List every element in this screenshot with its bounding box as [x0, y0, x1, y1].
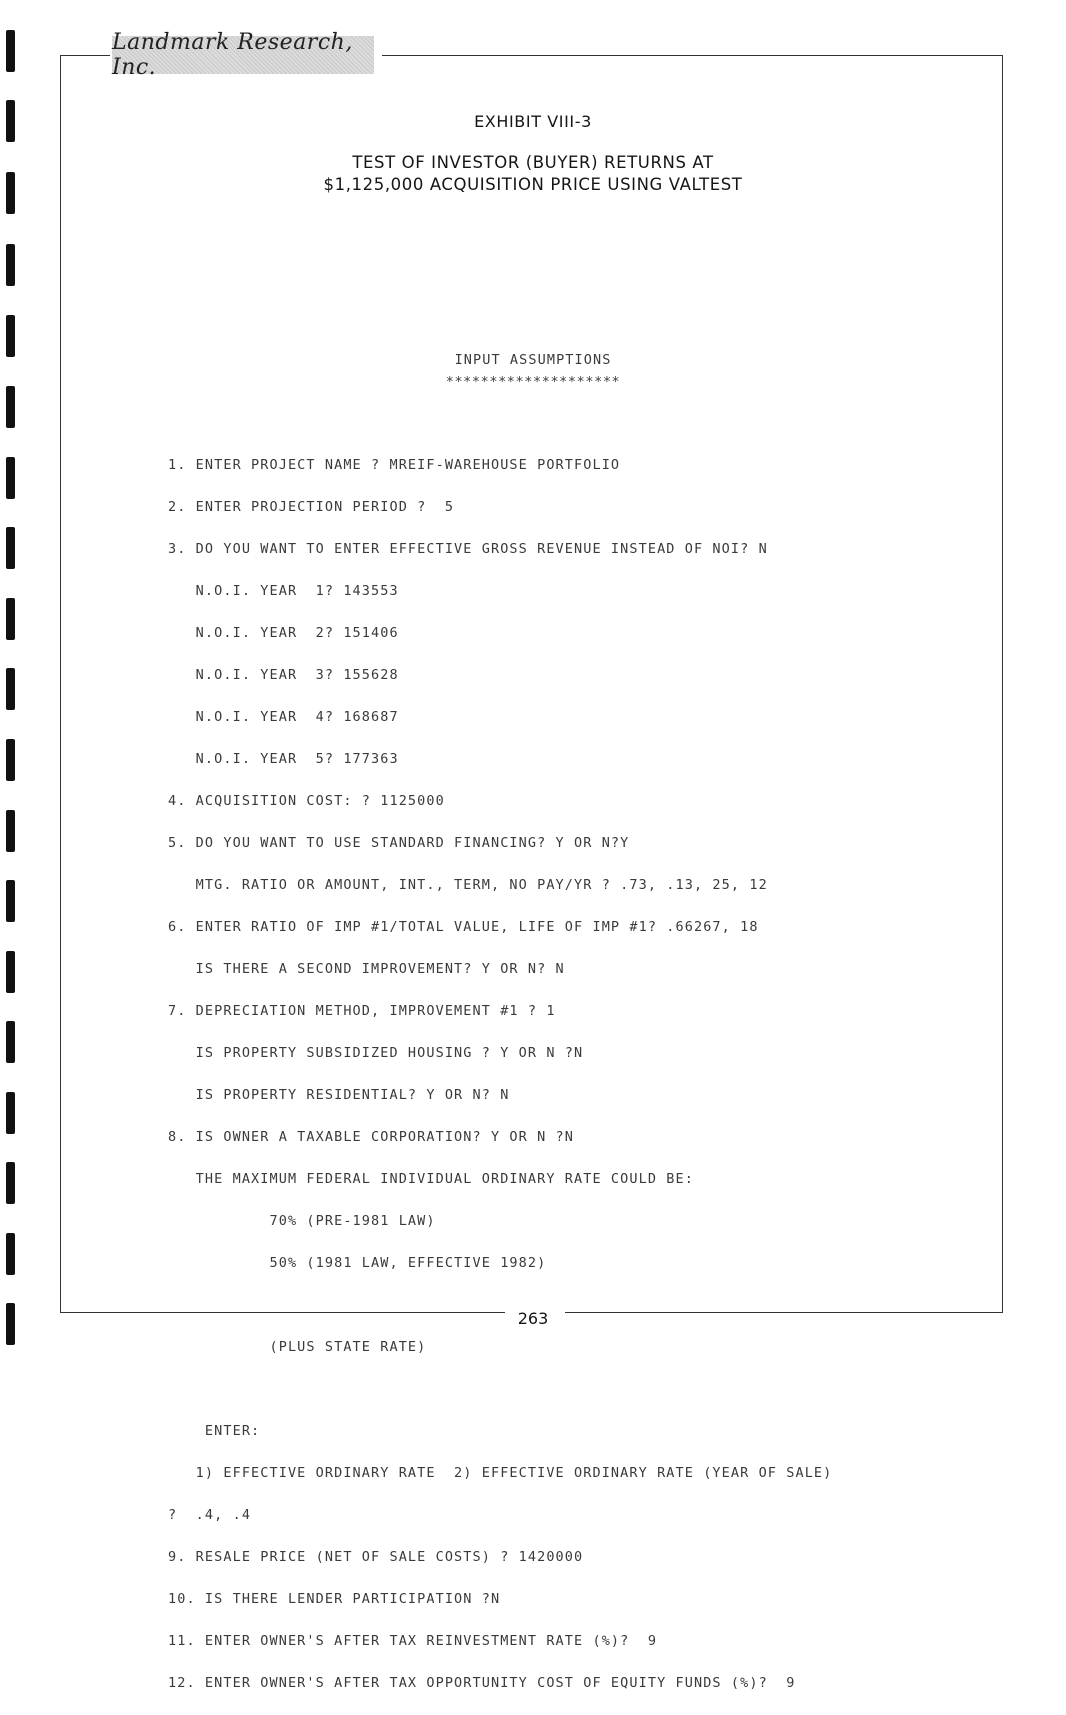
- binding-mark: [6, 668, 15, 710]
- printout-line: N.O.I. YEAR 5? 177363: [168, 751, 399, 767]
- printout-line: 50% (1981 LAW, EFFECTIVE 1982): [168, 1255, 547, 1271]
- printout-line: 70% (PRE-1981 LAW): [168, 1213, 436, 1229]
- binding-mark: [6, 244, 15, 286]
- company-logo: [112, 30, 374, 80]
- printout-line: IS THERE A SECOND IMPROVEMENT? Y OR N? N: [168, 961, 565, 977]
- binding-mark: [6, 598, 15, 640]
- printout-line: IS PROPERTY RESIDENTIAL? Y OR N? N: [168, 1087, 510, 1103]
- printout-line: 2. ENTER PROJECTION PERIOD ? 5: [168, 499, 455, 515]
- printout-line: 6. ENTER RATIO OF IMP #1/TOTAL VALUE, LIFE OF IMP #1? .66267, 18: [168, 919, 759, 935]
- printout-line: 1. ENTER PROJECT NAME ? MREIF-WAREHOUSE PORTFOLIO: [168, 457, 621, 473]
- binding-mark: [6, 880, 15, 922]
- frame-top-left-rule: [60, 55, 110, 56]
- printout-line: IS PROPERTY SUBSIDIZED HOUSING ? Y OR N ?N: [168, 1045, 584, 1061]
- printout-line: 9. RESALE PRICE (NET OF SALE COSTS) ? 1420000: [168, 1549, 584, 1565]
- binding-mark: [6, 1021, 15, 1063]
- printout-line: THE MAXIMUM FEDERAL INDIVIDUAL ORDINARY RATE COULD BE:: [168, 1171, 694, 1187]
- frame-right-rule: [1002, 55, 1003, 1312]
- printout-line: [168, 1379, 832, 1400]
- printout-line: N.O.I. YEAR 2? 151406: [168, 625, 399, 641]
- printout-line: N.O.I. YEAR 1? 143553: [168, 583, 399, 599]
- binding-mark: [6, 810, 15, 852]
- input-assumptions-printout: [168, 434, 832, 1715]
- printout-line: N.O.I. YEAR 3? 155628: [168, 667, 399, 683]
- title-line-2: $1,125,000 ACQUISITION PRICE USING VALTEST: [323, 175, 743, 194]
- binding-mark: [6, 527, 15, 569]
- title-line-1: TEST OF INVESTOR (BUYER) RETURNS AT: [352, 153, 714, 172]
- printout-line: N.O.I. YEAR 4? 168687: [168, 709, 399, 725]
- section-heading: INPUT ASSUMPTIONS: [454, 352, 612, 368]
- binding-mark: [6, 30, 15, 72]
- printout-line: MTG. RATIO OR AMOUNT, INT., TERM, NO PAY/YR ? .73, .13, 25, 12: [168, 877, 768, 893]
- printout-line: 5. DO YOU WANT TO USE STANDARD FINANCING? Y OR N?Y: [168, 835, 630, 851]
- printout-line: 10. IS THERE LENDER PARTICIPATION ?N: [168, 1591, 501, 1607]
- binding-mark: [6, 739, 15, 781]
- frame-left-rule: [60, 55, 61, 1312]
- printout-line: 1) EFFECTIVE ORDINARY RATE 2) EFFECTIVE ORDINARY RATE (YEAR OF SALE): [168, 1465, 833, 1481]
- binding-mark: [6, 1162, 15, 1204]
- exhibit-label: EXHIBIT VIII-3: [474, 112, 592, 131]
- printout-line: 12. ENTER OWNER'S AFTER TAX OPPORTUNITY COST OF EQUITY FUNDS (%)? 9: [168, 1675, 796, 1691]
- printout-line: 3. DO YOU WANT TO ENTER EFFECTIVE GROSS REVENUE INSTEAD OF NOI? N: [168, 541, 768, 557]
- printout-line: 8. IS OWNER A TAXABLE CORPORATION? Y OR N ?N: [168, 1129, 575, 1145]
- binding-mark: [6, 386, 15, 428]
- binding-mark: [6, 1092, 15, 1134]
- binding-mark: [6, 315, 15, 357]
- binding-mark: [6, 1233, 15, 1275]
- frame-top-right-rule: [382, 55, 1002, 56]
- printout-line: 7. DEPRECIATION METHOD, IMPROVEMENT #1 ? 1: [168, 1003, 556, 1019]
- logo-text: Landmark Research, Inc.: [112, 30, 353, 80]
- section-underline: ********************: [445, 374, 621, 390]
- printout-line: (PLUS STATE RATE): [168, 1339, 427, 1355]
- printout-line: ? .4, .4: [168, 1507, 252, 1523]
- page-number: 263: [517, 1309, 549, 1328]
- printout-line: 11. ENTER OWNER'S AFTER TAX REINVESTMENT RATE (%)? 9: [168, 1633, 658, 1649]
- binding-mark: [6, 951, 15, 993]
- printout-line: 4. ACQUISITION COST: ? 1125000: [168, 793, 445, 809]
- printout-line: ENTER:: [168, 1423, 261, 1439]
- binding-mark: [6, 457, 15, 499]
